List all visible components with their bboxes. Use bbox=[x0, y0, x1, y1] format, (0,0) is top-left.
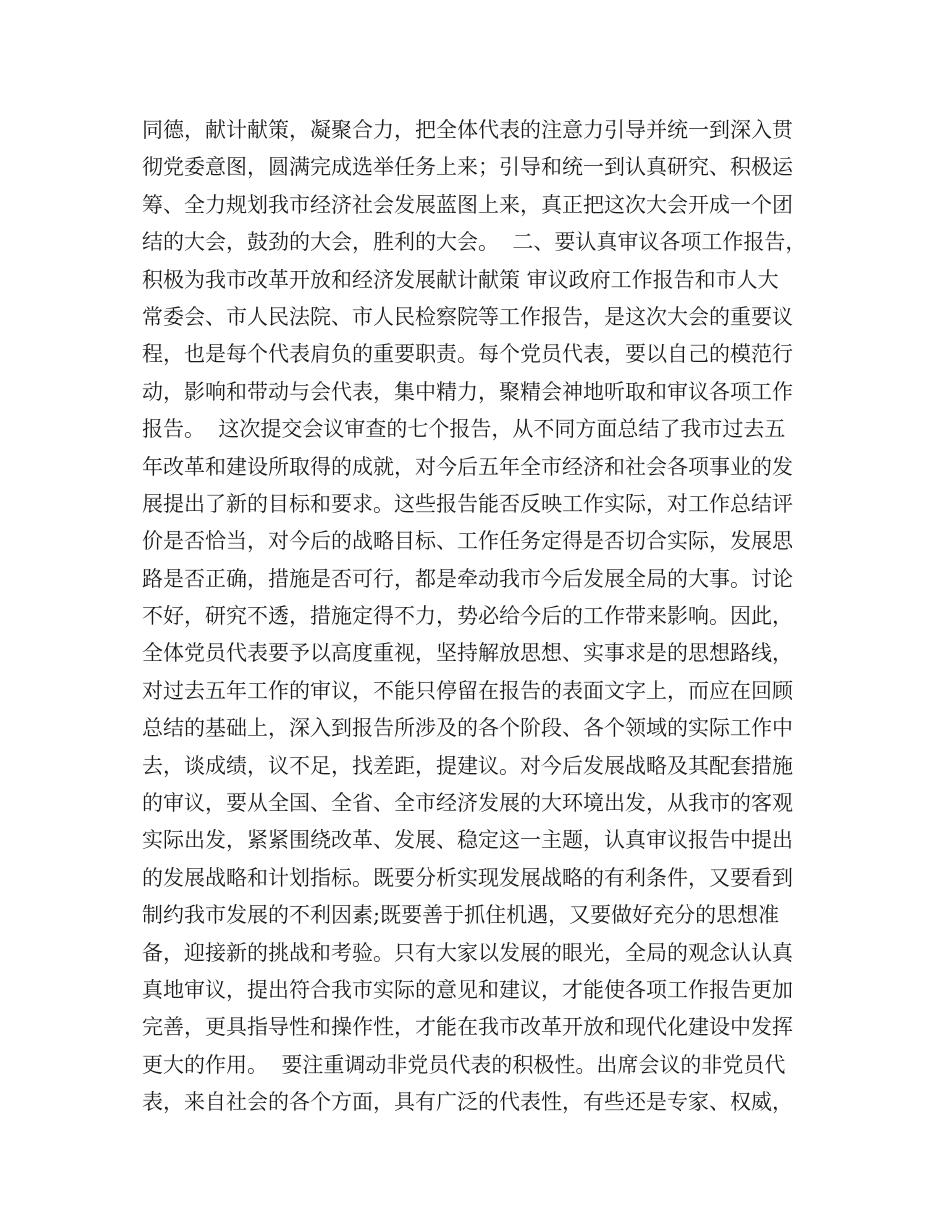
text-line: 表，来自社会的各个方面，具有广泛的代表性，有些还是专家、权威， bbox=[142, 1090, 793, 1115]
text-line: 总结的基础上，深入到报告所涉及的各个阶段、各个领域的实际工作中 bbox=[142, 716, 793, 741]
text-line: 不好，研究不透，措施定得不力，势必给今后的工作带来影响。因此， bbox=[142, 604, 793, 629]
text-line: 制约我市发展的不利因素;既要善于抓住机遇，又要做好充分的思想准 bbox=[142, 903, 780, 928]
text-line: 报告。 这次提交会议审查的七个报告，从不同方面总结了我市过去五 bbox=[142, 417, 786, 442]
text-line: 同德，献计献策，凝聚合力，把全体代表的注意力引导并统一到深入贯 bbox=[142, 118, 793, 142]
text-line: 实际出发，紧紧围绕改革、发展、稳定这一主题，认真审议报告中提出 bbox=[142, 828, 793, 853]
text-line: 价是否恰当，对今后的战略目标、工作任务定得是否切合实际，发展思 bbox=[142, 529, 793, 554]
text-line: 结的大会，鼓劲的大会，胜利的大会。 二、要认真审议各项工作报告， bbox=[142, 230, 807, 255]
text-line: 备，迎接新的挑战和考验。只有大家以发展的眼光，全局的观念认认真 bbox=[142, 940, 793, 965]
text-line: 更大的作用。 要注重调动非党员代表的积极性。出席会议的非党员代 bbox=[142, 1052, 786, 1077]
body-text bbox=[142, 112, 832, 1122]
text-line: 路是否正确，措施是否可行，都是牵动我市今后发展全局的大事。讨论 bbox=[142, 566, 793, 591]
text-line: 彻党委意图，圆满完成选举任务上来；引导和统一到认真研究、积极运 bbox=[142, 155, 793, 180]
text-line: 积极为我市改革开放和经济发展献计献策 审议政府工作报告和市人大 bbox=[142, 267, 779, 292]
text-line: 程，也是每个代表肩负的重要职责。每个党员代表，要以自己的模范行 bbox=[142, 342, 793, 367]
text-line: 常委会、市人民法院、市人民检察院等工作报告，是这次大会的重要议 bbox=[142, 304, 793, 329]
text-line: 动，影响和带动与会代表，集中精力，聚精会神地听取和审议各项工作 bbox=[142, 379, 793, 404]
text-line: 对过去五年工作的审议，不能只停留在报告的表面文字上，而应在回顾 bbox=[142, 678, 793, 703]
text-line: 真地审议，提出符合我市实际的意见和建议，才能使各项工作报告更加 bbox=[142, 977, 793, 1002]
text-line: 的发展战略和计划指标。既要分析实现发展战略的有利条件，又要看到 bbox=[142, 865, 793, 890]
text-line: 完善，更具指导性和操作性，才能在我市改革开放和现代化建设中发挥 bbox=[142, 1015, 793, 1040]
text-line: 展提出了新的目标和要求。这些报告能否反映工作实际，对工作总结评 bbox=[142, 491, 793, 516]
text-line: 去，谈成绩，议不足，找差距，提建议。对今后发展战略及其配套措施 bbox=[142, 753, 793, 778]
text-line: 的审议，要从全国、全省、全市经济发展的大环境出发，从我市的客观 bbox=[142, 791, 793, 816]
text-line: 全体党员代表要予以高度重视，坚持解放思想、实事求是的思想路线， bbox=[142, 641, 793, 666]
text-line: 筹、全力规划我市经济社会发展蓝图上来，真正把这次大会开成一个团 bbox=[142, 192, 793, 217]
text-line: 年改革和建设所取得的成就，对今后五年全市经济和社会各项事业的发 bbox=[142, 454, 793, 479]
